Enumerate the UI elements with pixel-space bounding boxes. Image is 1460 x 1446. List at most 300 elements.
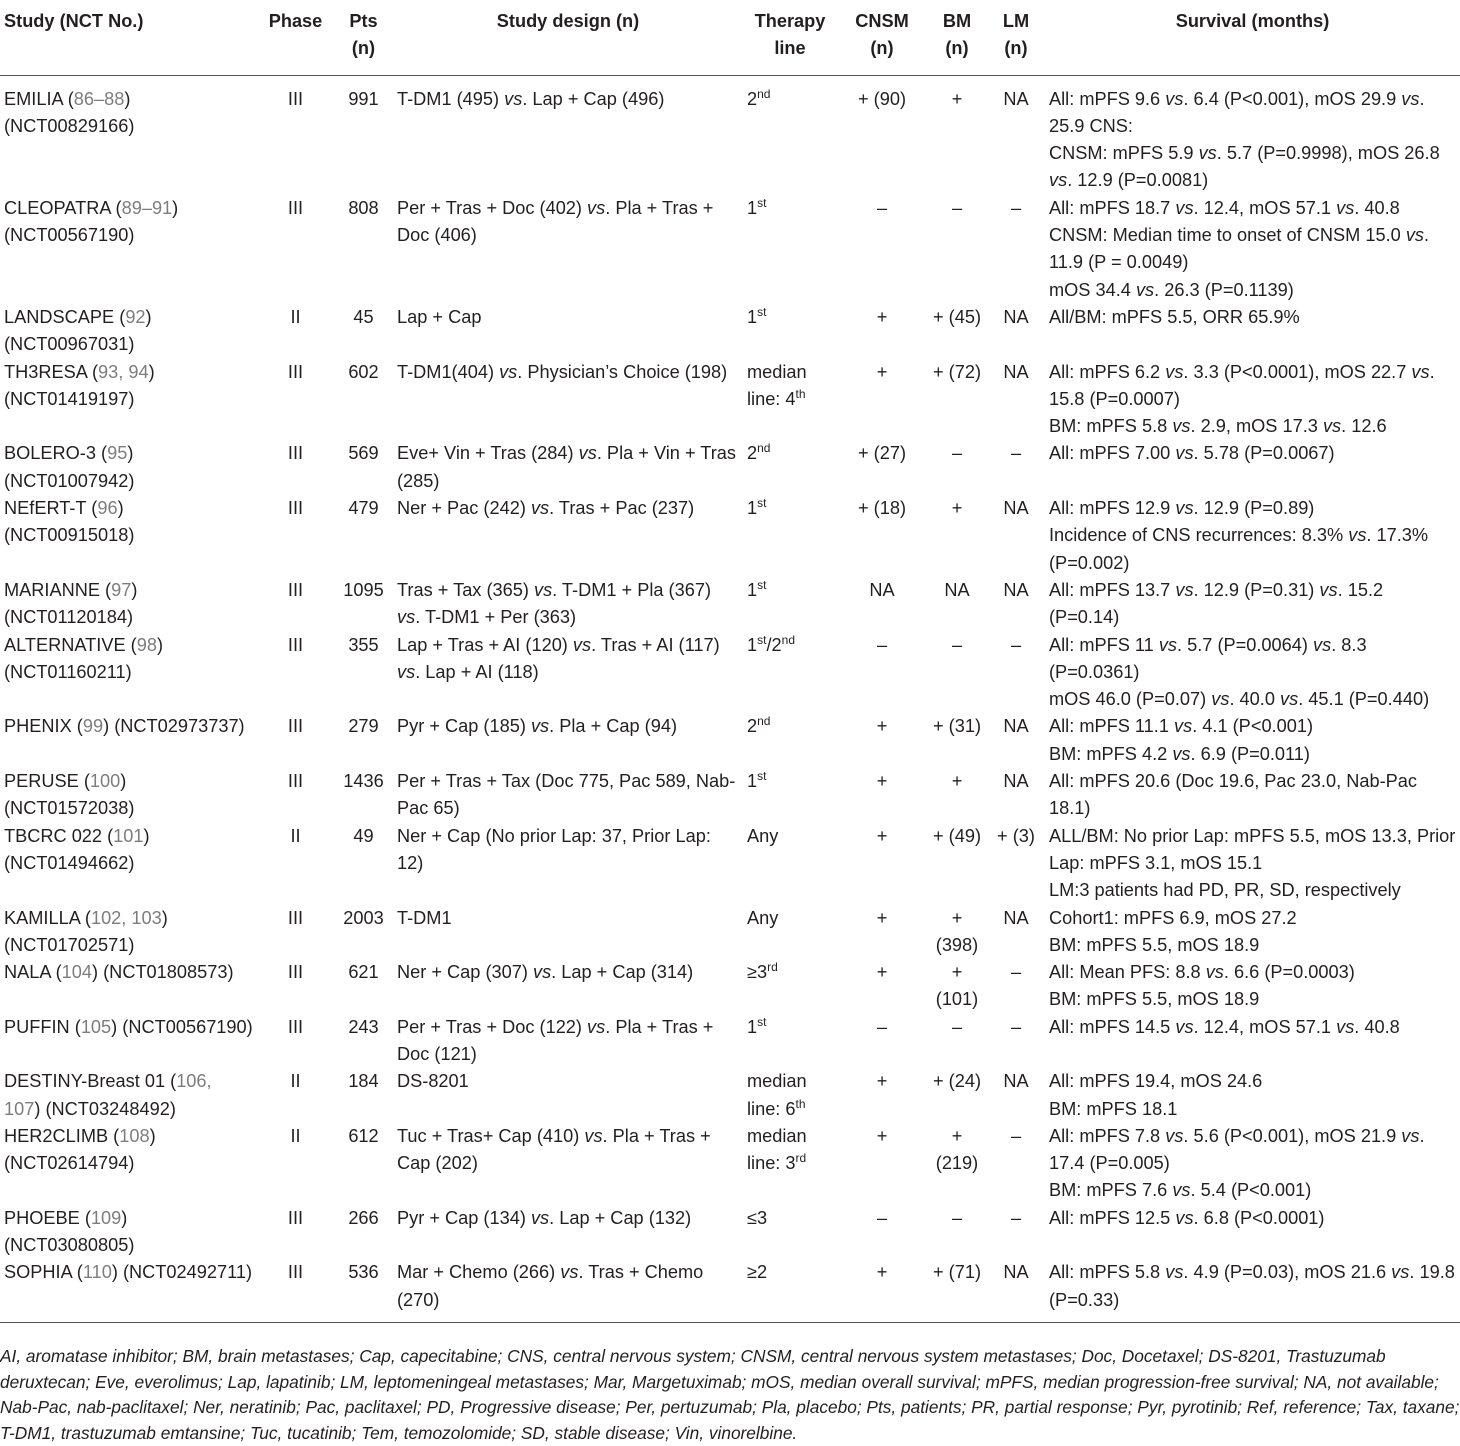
text-run: . 5.7 (P=0.0064) xyxy=(1177,634,1314,655)
cell-study: HER2CLIMB (108) (NCT02614794) xyxy=(4,1125,156,1174)
cell-survival xyxy=(1045,1014,1460,1069)
vs-italic: vs xyxy=(1175,197,1194,218)
text-run: All: mPFS 11 xyxy=(1049,634,1159,655)
text-run: ≥3 xyxy=(747,962,768,983)
table-row xyxy=(0,304,1460,359)
study-name: ALTERNATIVE xyxy=(4,634,126,655)
reference-link[interactable]: 89–91 xyxy=(121,197,173,218)
text-run: All: mPFS 12.9 xyxy=(1049,498,1176,519)
text-run: Ner + Pac (242) xyxy=(397,498,531,519)
cell-survival xyxy=(1045,1259,1460,1322)
vs-italic: vs xyxy=(1172,1180,1191,1201)
ordinal-suffix: st xyxy=(757,304,767,319)
cell-design xyxy=(393,768,743,823)
cell-phase: III xyxy=(287,1016,304,1037)
vs-italic: vs xyxy=(1411,361,1430,382)
vs-italic: vs xyxy=(1165,1262,1184,1283)
text-run: ≥2 xyxy=(747,1262,768,1283)
text-run: . T-DM1 + Per (363) xyxy=(415,607,577,628)
ordinal-suffix: th xyxy=(795,1096,806,1111)
cell-phase: III xyxy=(287,443,304,464)
vs-italic: vs xyxy=(1172,743,1191,764)
reference-link[interactable]: 102, 103 xyxy=(90,907,162,928)
cell-study: PHOEBE (109) (NCT03080805) xyxy=(4,1207,135,1256)
cell-line xyxy=(743,1259,837,1322)
text-run: median line: 3 xyxy=(747,1125,807,1174)
text-run: . 25.9 CNS: xyxy=(1049,88,1425,136)
cell-bm: – xyxy=(951,197,963,218)
vs-italic: vs xyxy=(1049,170,1068,191)
vs-italic: vs xyxy=(1158,634,1178,655)
study-name: MARIANNE xyxy=(4,579,100,600)
cell-lm: NA xyxy=(1003,88,1029,109)
reference-link[interactable]: 106, 107 xyxy=(4,1071,212,1119)
cell-bm: NA xyxy=(944,579,970,600)
text-run: BM: mPFS 4.2 xyxy=(1049,743,1173,764)
vs-italic: vs xyxy=(1165,1125,1184,1146)
text-run: All: mPFS 20.6 (Doc 19.6, Pac 23.0, Nab-Pac 18.1) xyxy=(1049,771,1417,819)
text-run: . 15.2 (P=0.14) xyxy=(1049,579,1384,628)
header-row xyxy=(0,8,1460,75)
study-name: SOPHIA xyxy=(4,1262,72,1283)
vs-italic: vs xyxy=(1401,88,1420,109)
header-lm xyxy=(987,8,1045,75)
vs-italic: vs xyxy=(1211,689,1230,710)
vs-italic: vs xyxy=(1336,197,1355,218)
text-run: ALL/BM: No prior Lap: mPFS 5.5, mOS 13.3, Prior Lap: mPFS 3.1, mOS 15.1 xyxy=(1049,825,1456,873)
cell-study: LANDSCAPE (92) (NCT00967031) xyxy=(4,306,152,355)
table-row xyxy=(0,1123,1460,1205)
table-row xyxy=(0,359,1460,441)
vs-italic: vs xyxy=(1348,525,1367,546)
text-run: 1 xyxy=(747,197,758,218)
table-row xyxy=(0,713,1460,768)
text-run: Tras + Tax (365) xyxy=(397,579,534,600)
text-run: All: mPFS 9.6 xyxy=(1049,88,1166,109)
cell-study: DESTINY-Breast 01 (106, 107) (NCT03248492) xyxy=(4,1071,212,1119)
nct-number: (NCT01494662) xyxy=(4,852,135,873)
reference-link[interactable]: 95 xyxy=(107,443,128,464)
ordinal-suffix: nd xyxy=(757,86,771,101)
text-run: T-DM1 (495) xyxy=(397,88,505,109)
text-run: BM: mPFS 5.5, mOS 18.9 xyxy=(1049,934,1260,955)
reference-link[interactable]: 96 xyxy=(97,498,118,519)
text-run: Tuc + Tras+ Cap (410) xyxy=(397,1125,585,1146)
text-run: BM: mPFS 7.6 xyxy=(1049,1180,1173,1201)
cell-design xyxy=(393,195,743,304)
cell-lm: NA xyxy=(1003,907,1029,928)
table-row xyxy=(0,440,1460,495)
text-run: . Pla + Cap (94) xyxy=(549,716,678,737)
header-lm-line2: (n) xyxy=(1004,38,1028,59)
nct-number: (NCT01702571) xyxy=(4,934,135,955)
text-run: . 17.4 (P=0.005) xyxy=(1049,1125,1425,1174)
cell-line xyxy=(743,577,837,632)
cell-survival xyxy=(1045,1068,1460,1123)
header-cnsm-line2: (n) xyxy=(870,38,894,59)
cell-bm: + (219) xyxy=(935,1125,979,1174)
cell-design xyxy=(393,1205,743,1260)
cell-bm: + (101) xyxy=(935,962,979,1010)
vs-italic: vs xyxy=(1391,1262,1410,1283)
header-lm-line1: LM xyxy=(1002,11,1030,31)
text-run: All: mPFS 5.8 xyxy=(1049,1262,1166,1283)
text-run: All: mPFS 7.00 xyxy=(1049,443,1176,464)
cell-cnsm: – xyxy=(876,1016,888,1037)
cell-phase: III xyxy=(287,962,304,983)
text-run: . 40.0 xyxy=(1229,689,1280,710)
vs-italic: vs xyxy=(1165,361,1184,382)
vs-italic: vs xyxy=(504,88,523,109)
cell-bm: + (398) xyxy=(935,907,979,955)
study-name: PHOEBE xyxy=(4,1207,80,1228)
text-run: . 40.8 xyxy=(1354,1016,1400,1037)
cell-cnsm: + xyxy=(876,907,888,928)
vs-italic: vs xyxy=(1313,634,1332,655)
cell-lm: NA xyxy=(1003,1071,1029,1092)
vs-italic: vs xyxy=(1401,1125,1420,1146)
ordinal-suffix: th xyxy=(795,386,806,401)
cell-pts: 279 xyxy=(348,716,379,737)
cell-line xyxy=(743,959,837,1014)
text-run: All: mPFS 18.7 xyxy=(1049,197,1176,218)
ordinal-suffix: nd xyxy=(757,714,771,729)
reference-link[interactable]: 109 xyxy=(90,1207,122,1228)
study-name: NALA xyxy=(4,962,51,983)
text-run: BM: mPFS 18.1 xyxy=(1049,1098,1178,1119)
cell-pts: 2003 xyxy=(343,907,384,928)
nct-number: (NCT01572038) xyxy=(4,798,135,819)
text-run: . 6.6 (P=0.0003) xyxy=(1223,962,1355,983)
cell-pts: 569 xyxy=(348,443,379,464)
text-run: 2 xyxy=(747,716,758,737)
cell-line xyxy=(743,1205,837,1260)
vs-italic: vs xyxy=(1319,579,1338,600)
vs-italic: vs xyxy=(499,361,518,382)
cell-lm: NA xyxy=(1003,716,1029,737)
cell-cnsm: NA xyxy=(869,579,895,600)
table-row xyxy=(0,1205,1460,1260)
cell-line xyxy=(743,905,837,960)
cell-bm: – xyxy=(951,1207,963,1228)
cell-lm: – xyxy=(1010,634,1022,655)
header-pts-line2: (n) xyxy=(351,38,376,59)
text-run: . 6.9 (P=0.011) xyxy=(1190,743,1310,764)
cell-pts: 1436 xyxy=(343,771,384,792)
cell-cnsm: + (27) xyxy=(857,443,907,464)
cell-study: PERUSE (100) (NCT01572038) xyxy=(4,771,135,819)
cell-pts: 602 xyxy=(348,361,379,382)
text-run: . Pla + Vin + Tras (285) xyxy=(397,443,737,491)
cell-survival xyxy=(1045,577,1460,632)
cell-phase: III xyxy=(287,716,304,737)
cell-pts: 184 xyxy=(348,1071,379,1092)
text-run: median line: 6 xyxy=(747,1071,807,1119)
cell-pts: 49 xyxy=(353,825,374,846)
text-run: Pyr + Cap (185) xyxy=(397,716,531,737)
header-survival: Survival (months) xyxy=(1175,11,1330,31)
reference-link[interactable]: 86–88 xyxy=(73,88,125,109)
cell-survival xyxy=(1045,1205,1460,1260)
reference-link[interactable]: 100 xyxy=(89,771,121,792)
text-run: . 4.9 (P=0.03), mOS 21.6 xyxy=(1183,1262,1392,1283)
header-pts-line1: Pts xyxy=(349,11,378,31)
text-run: . T-DM1 + Pla (367) xyxy=(552,579,712,600)
text-run: T-DM1 xyxy=(397,907,452,928)
text-run: . 15.8 (P=0.0007) xyxy=(1049,361,1435,409)
cell-lm: – xyxy=(1010,962,1022,983)
text-run: . 12.4, mOS 57.1 xyxy=(1193,1016,1337,1037)
cell-line xyxy=(743,359,837,441)
text-run: . 8.3 (P=0.0361) xyxy=(1049,634,1367,682)
vs-italic: vs xyxy=(1405,225,1425,246)
cell-survival xyxy=(1045,632,1460,714)
text-run: . 5.7 (P=0.9998), mOS 26.8 xyxy=(1216,143,1440,164)
cell-survival xyxy=(1045,75,1460,195)
cell-line xyxy=(743,495,837,577)
cell-design xyxy=(393,959,743,1014)
reference-link[interactable]: 98 xyxy=(136,634,157,655)
header-study: Study (NCT No.) xyxy=(4,11,144,31)
text-run: . Lap + Cap (132) xyxy=(549,1207,692,1228)
table-row xyxy=(0,195,1460,304)
cell-cnsm: + xyxy=(876,1125,888,1146)
reference-link[interactable]: 104 xyxy=(61,962,92,983)
nct-number: (NCT01007942) xyxy=(4,470,135,491)
text-run: . 5.4 (P<0.001) xyxy=(1190,1180,1312,1201)
text-run: All: mPFS 11.1 xyxy=(1049,716,1174,737)
text-run: . Pla + Tras + Doc (121) xyxy=(397,1016,714,1064)
study-name: CLEOPATRA xyxy=(4,197,111,218)
cell-survival xyxy=(1045,359,1460,441)
text-run: 1 xyxy=(747,634,758,655)
cell-cnsm: + (90) xyxy=(857,88,907,109)
vs-italic: vs xyxy=(584,1125,603,1146)
reference-link[interactable]: 101 xyxy=(113,825,144,846)
text-run: mOS 34.4 xyxy=(1049,279,1136,300)
nct-number: (NCT00567190) xyxy=(4,225,135,246)
text-run: Cohort1: mPFS 6.9, mOS 27.2 xyxy=(1049,907,1297,928)
cell-study: MARIANNE (97) (NCT01120184) xyxy=(4,579,138,628)
cell-design xyxy=(393,905,743,960)
cell-lm: NA xyxy=(1003,498,1029,519)
cell-study: NEfERT-T (96) (NCT00915018) xyxy=(4,498,135,546)
cell-lm: NA xyxy=(1003,361,1029,382)
text-run: CNSM: Median time to onset of CNSM 15.0 xyxy=(1049,225,1406,246)
cell-study: TBCRC 022 (101) (NCT01494662) xyxy=(4,825,150,873)
cell-lm: – xyxy=(1010,1016,1022,1037)
header-design: Study design (n) xyxy=(496,11,640,31)
vs-italic: vs xyxy=(1175,498,1194,519)
cell-survival xyxy=(1045,440,1460,495)
cell-study: KAMILLA (102, 103) (NCT01702571) xyxy=(4,907,168,955)
text-run: . 6.4 (P<0.001), mOS 29.9 xyxy=(1183,88,1402,109)
nct-number: (NCT03248492) xyxy=(45,1098,176,1119)
cell-phase: III xyxy=(287,579,304,600)
reference-link[interactable]: 108 xyxy=(119,1125,150,1146)
study-name: BOLERO-3 xyxy=(4,443,96,464)
ordinal-suffix: rd xyxy=(767,960,778,975)
cell-survival xyxy=(1045,823,1460,905)
reference-link[interactable]: 97 xyxy=(111,579,132,600)
vs-italic: vs xyxy=(1175,1207,1194,1228)
text-run: Pyr + Cap (134) xyxy=(397,1207,531,1228)
cell-pts: 243 xyxy=(348,1016,379,1037)
cell-lm: – xyxy=(1010,1125,1022,1146)
text-run: . 12.6 xyxy=(1341,416,1387,437)
text-run: mOS 46.0 (P=0.07) xyxy=(1049,689,1212,710)
cell-phase: III xyxy=(287,634,304,655)
cell-survival xyxy=(1045,713,1460,768)
cell-design xyxy=(393,440,743,495)
cell-design xyxy=(393,1123,743,1205)
cell-cnsm: + xyxy=(876,716,888,737)
cell-line xyxy=(743,768,837,823)
cell-pts: 45 xyxy=(353,306,374,327)
cell-study: CLEOPATRA (89–91) (NCT00567190) xyxy=(4,197,179,246)
table-row xyxy=(0,1014,1460,1069)
table-row xyxy=(0,823,1460,905)
study-name: TH3RESA xyxy=(4,361,87,382)
cell-survival xyxy=(1045,1123,1460,1205)
table-row xyxy=(0,632,1460,714)
cell-pts: 991 xyxy=(348,88,379,109)
text-run: All: mPFS 14.5 xyxy=(1049,1016,1176,1037)
cell-lm: NA xyxy=(1003,1262,1029,1283)
text-run: . 40.8 xyxy=(1354,197,1400,218)
reference-link[interactable]: 110 xyxy=(82,1262,112,1283)
cell-pts: 1095 xyxy=(343,579,384,600)
ordinal-suffix: st xyxy=(757,632,767,647)
cell-study: ALTERNATIVE (98) (NCT01160211) xyxy=(4,634,164,682)
cell-design xyxy=(393,1068,743,1123)
table-row xyxy=(0,1259,1460,1322)
table-row xyxy=(0,905,1460,960)
nct-number: (NCT02973737) xyxy=(114,716,245,737)
nct-number: (NCT00915018) xyxy=(4,525,135,546)
cell-design xyxy=(393,304,743,359)
text-run: T-DM1(404) xyxy=(397,361,500,382)
reference-link[interactable]: 105 xyxy=(80,1016,112,1037)
reference-link[interactable]: 93, 94 xyxy=(98,361,149,382)
cell-pts: 621 xyxy=(348,962,379,983)
cell-survival xyxy=(1045,195,1460,304)
study-name: PERUSE xyxy=(4,771,79,792)
trials-table xyxy=(0,8,1460,1323)
reference-link[interactable]: 92 xyxy=(125,306,146,327)
cell-line xyxy=(743,1123,837,1205)
text-run: /2 xyxy=(766,634,782,655)
cell-pts: 479 xyxy=(348,498,379,519)
vs-italic: vs xyxy=(1175,443,1194,464)
text-run: 1 xyxy=(747,306,758,327)
text-run: Per + Tras + Tax (Doc 775, Pac 589, Nab-Pac 65) xyxy=(397,771,736,819)
header-line-line1: Therapy xyxy=(754,11,826,31)
text-run: Lap + Tras + AI (120) xyxy=(397,634,573,655)
cell-survival xyxy=(1045,959,1460,1014)
cell-phase: III xyxy=(287,907,304,928)
vs-italic: vs xyxy=(1198,143,1217,164)
study-name: KAMILLA xyxy=(4,907,80,928)
cell-study: PHENIX (99) (NCT02973737) xyxy=(4,716,245,737)
header-line xyxy=(743,8,837,75)
study-name: PHENIX xyxy=(4,716,72,737)
cell-cnsm: + xyxy=(876,306,888,327)
text-run: ≤3 xyxy=(747,1207,768,1228)
header-cnsm xyxy=(837,8,927,75)
cell-cnsm: – xyxy=(876,634,888,655)
text-run: All: mPFS 19.4, mOS 24.6 xyxy=(1049,1071,1263,1092)
text-run: . 2.9, mOS 17.3 xyxy=(1190,416,1323,437)
nct-number: (NCT03080805) xyxy=(4,1235,135,1256)
cell-phase: III xyxy=(287,1262,304,1283)
text-run: . Lap + Cap (496) xyxy=(522,88,665,109)
cell-design xyxy=(393,823,743,905)
study-name: TBCRC 022 xyxy=(4,825,103,846)
nct-number: (NCT02492711) xyxy=(122,1262,253,1283)
nct-number: (NCT01808573) xyxy=(103,962,234,983)
text-run: . 19.8 (P=0.33) xyxy=(1049,1262,1455,1310)
ordinal-suffix: rd xyxy=(795,1151,807,1166)
vs-italic: vs xyxy=(530,1207,550,1228)
cell-bm: – xyxy=(951,443,963,464)
text-run: 1 xyxy=(747,498,758,519)
cell-line xyxy=(743,304,837,359)
nct-number: (NCT01419197) xyxy=(4,388,135,409)
nct-number: (NCT00829166) xyxy=(4,115,135,136)
cell-study: PUFFIN (105) (NCT00567190) xyxy=(4,1016,253,1037)
text-run: . Pla + Tras + Doc (406) xyxy=(397,197,714,246)
cell-lm: NA xyxy=(1003,306,1029,327)
text-run: . Physician’s Choice (198) xyxy=(517,361,728,382)
cell-study: TH3RESA (93, 94) (NCT01419197) xyxy=(4,361,155,409)
cell-cnsm: + xyxy=(876,771,888,792)
cell-line xyxy=(743,713,837,768)
cell-pts: 536 xyxy=(348,1262,379,1283)
text-run: DS-8201 xyxy=(397,1071,469,1092)
cell-phase: III xyxy=(287,88,304,109)
study-name: EMILIA xyxy=(4,88,63,109)
reference-link[interactable]: 99 xyxy=(82,716,104,737)
cell-pts: 355 xyxy=(348,634,379,655)
text-run: 2 xyxy=(747,88,758,109)
cell-survival xyxy=(1045,905,1460,960)
cell-phase: II xyxy=(290,306,301,327)
cell-phase: II xyxy=(290,1125,301,1146)
vs-italic: vs xyxy=(1205,962,1224,983)
text-run: . 12.9 (P=0.0081) xyxy=(1067,170,1209,191)
cell-pts: 266 xyxy=(348,1207,379,1228)
text-run: CNSM: mPFS 5.9 xyxy=(1049,143,1199,164)
text-run: . 5.6 (P<0.001), mOS 21.9 xyxy=(1183,1125,1402,1146)
cell-lm: NA xyxy=(1003,771,1029,792)
text-run: 1 xyxy=(747,579,758,600)
text-run: . Tras + AI (117) xyxy=(591,634,720,655)
text-run: 1 xyxy=(747,1016,758,1037)
cell-bm: + (72) xyxy=(932,361,982,382)
cell-cnsm: + (18) xyxy=(857,498,907,519)
text-run: . Tras + Pac (237) xyxy=(549,498,695,519)
cell-design xyxy=(393,632,743,714)
vs-italic: vs xyxy=(533,579,553,600)
text-run: . 17.3% (P=0.002) xyxy=(1049,525,1429,573)
table-row xyxy=(0,577,1460,632)
text-run: Eve+ Vin + Tras (284) xyxy=(397,443,579,464)
study-name: LANDSCAPE xyxy=(4,306,115,327)
ordinal-suffix: nd xyxy=(757,441,771,456)
cell-bm: + xyxy=(951,88,963,109)
vs-italic: vs xyxy=(532,962,552,983)
